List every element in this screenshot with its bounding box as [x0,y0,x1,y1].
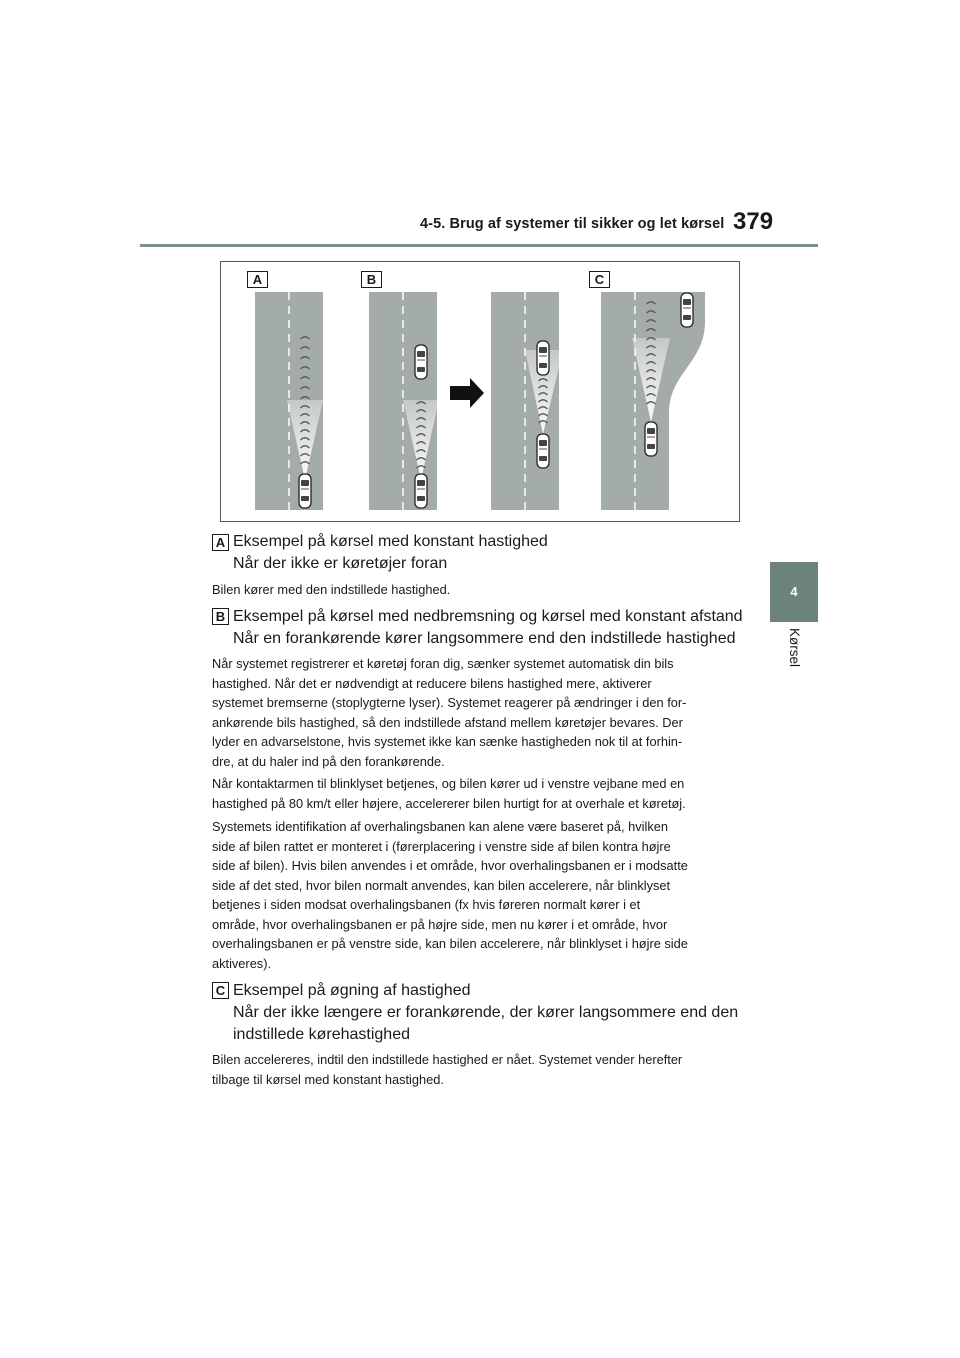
section-label-b: B [212,608,229,625]
section-b-heading: Eksempel på kørsel med nedbremsning og kørsel med konstant afstand [233,608,743,625]
section-b-subheading: Når en forankørende kører langsommere end den indstillede hastighed [233,630,736,647]
chapter-label: Kørsel [787,628,802,668]
figure-label-a: A [247,271,268,288]
section-c-subheading-continued: indstillede kørehastighed [233,1026,410,1043]
illustration [220,261,740,522]
section-a-subheading: Når der ikke er køretøjer foran [233,555,448,572]
section-a-heading: Eksempel på kørsel med konstant hastighed [233,533,548,550]
own-car-b [415,474,427,508]
section-c-heading: Eksempel på øgning af hastighed [233,982,471,999]
own-car-c [645,422,657,456]
road-b [369,292,439,510]
section-b-paragraph-2: Når kontaktarmen til blinklyset betjenes, og bilen kører ud i venstre vejbane med en hastighed på 80 km/t eller højere, accelererer bilen hurtigt for at overhale et køretøj. [212,776,686,811]
section-a-paragraph-1: Bilen kører med den indstillede hastighed. [212,582,451,597]
figure-label-b: B [361,271,382,288]
running-header: 4-5. Brug af systemer til sikker og let kørsel [420,216,725,232]
own-car-b2 [537,434,549,468]
lead-car-b [415,345,427,379]
section-label-a: A [212,534,229,551]
section-b-paragraph-3: Systemets identifikation af overhalingsbanen kan alene være baseret på, hvilken side af bilen rattet er monteret i (førerplacering i venstre side af bilen kontra højre side af bilen). Hvis bilen anvendes i et område, hvor overhalingsbanen er i modsatte side af det sted, hvor bilen normalt anvendes, kan bilen accelerere, når blinklyset betjenes i siden modsat overhalingsbanen (fx hvis føreren normalt kører i et område, hvor overhalingsbanen er på højre side, men nu kører i et område, hvor overhalingsbanen er på venstre side, kan bilen accelerere, når blinklyset i højre side aktiveres). [212,819,688,971]
road-b-continued [491,292,563,510]
illustration-drawing [221,262,741,523]
page-number: 379 [733,208,774,235]
figure-label-c: C [589,271,610,288]
lead-car-b2 [537,341,549,375]
section-label-c: C [212,982,229,999]
road-a [255,292,323,510]
section-b-paragraph-1: Når systemet registrerer et køretøj foran dig, sænker systemet automatisk din bils hastighed. Når det er nødvendigt at reducere bilens hastighed mere, aktiverer systemet bremserne (stoplygterne lyser). Systemet reagerer på ændringer i den for- ankørende bils hastighed, så den indstillede afstand mellem køretøjer bevares. Der lyder en advarselstone, hvis systemet ikke kan sænke hastigheden nok til at forhin- dre, at du haler ind på den forankørende. [212,656,687,769]
road-c [601,292,705,510]
section-c-paragraph-1: Bilen accelereres, indtil den indstillede hastighed er nået. Systemet vender herefter tilbage til kørsel med konstant hastighed. [212,1052,683,1087]
passed-car-c [681,293,693,327]
section-c-subheading: Når der ikke længere er forankørende, der kører langsommere end den [233,1004,739,1021]
own-car-a [299,474,311,508]
chapter-tab: 4 [770,562,818,622]
header-rule [140,244,818,247]
transition-arrow-icon [450,378,484,408]
